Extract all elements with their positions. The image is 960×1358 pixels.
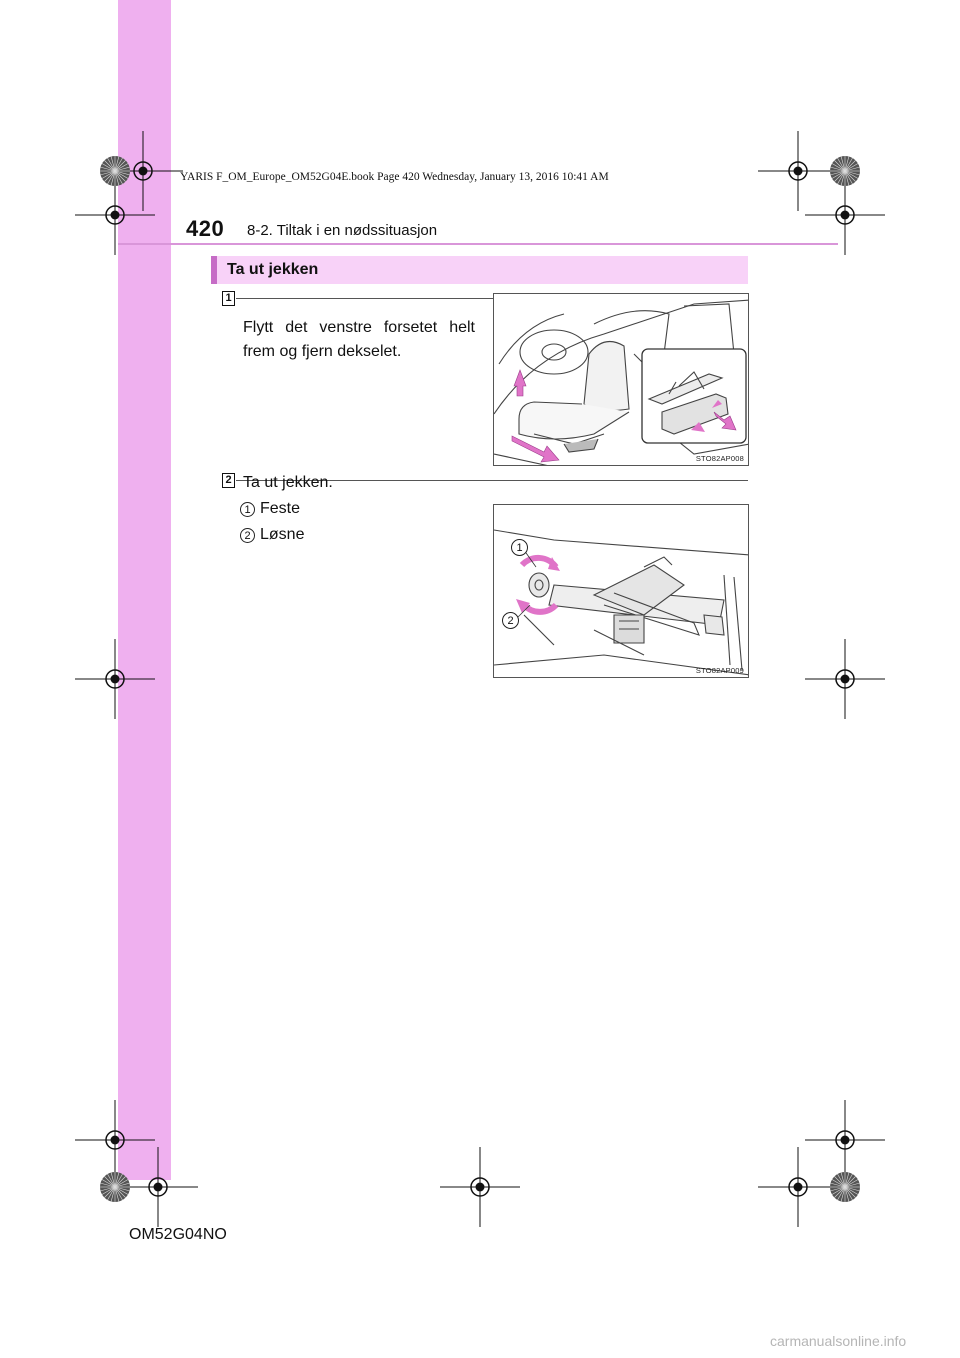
substep-label-feste: Feste [260,500,301,517]
registration-crosshair-icon [75,639,155,719]
print-info-line: YARIS F_OM_Europe_OM52G04E.book Page 420 Wednesday, January 13, 2016 10:41 AM [180,171,609,183]
figure-callout-2: 2 [502,612,519,629]
color-registration-wheel-icon [98,1170,132,1204]
registration-crosshair-icon [758,1147,838,1227]
step-number-1: 1 [222,291,235,306]
color-registration-wheel-icon [98,154,132,188]
step-2-text: Ta ut jekken. [243,474,333,491]
jack-illustration [494,505,749,678]
watermark: carmanualsonline.info [770,1333,907,1349]
substep-number-1: 1 [240,502,255,517]
step-1-text: Flytt det venstre forsetet helt frem og fjern dekselet. [243,319,475,360]
figure-callout-1: 1 [511,539,528,556]
substep-label-losne: Løsne [260,526,305,543]
figure-jack [493,504,749,678]
section-heading: Ta ut jekken [211,256,748,284]
seat-and-cover-illustration [494,294,749,466]
footer-code: OM52G04NO [129,1226,227,1243]
section-title: 8-2. Tiltak i en nødssituasjon [247,222,438,239]
figure-2-code: STO82AP009 [695,666,744,675]
page-number: 420 [186,216,225,241]
header-rule [118,243,838,245]
step-number-2: 2 [222,473,235,488]
registration-crosshair-icon [805,639,885,719]
figure-remove-cover [493,293,749,466]
color-registration-wheel-icon [828,154,862,188]
registration-crosshair-icon [440,1147,520,1227]
color-registration-wheel-icon [828,1170,862,1204]
substep-number-2: 2 [240,528,255,543]
figure-1-code: STO82AP008 [695,454,744,463]
